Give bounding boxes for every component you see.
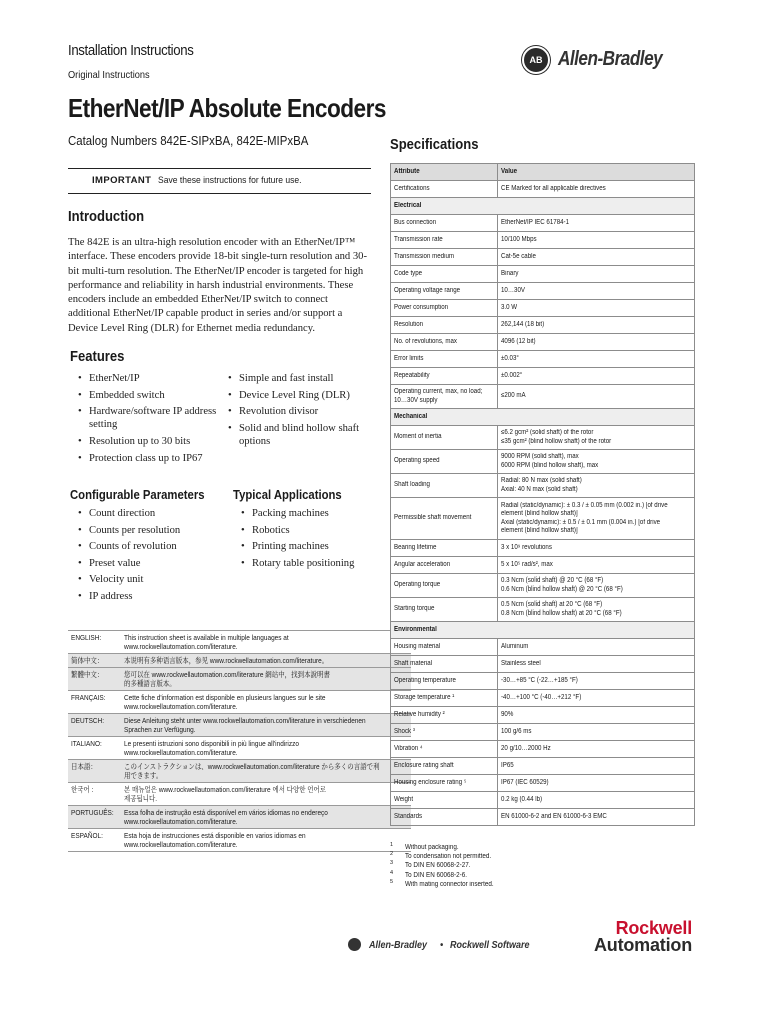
attribute-cell: Resolution — [391, 317, 498, 334]
catalog-numbers: Catalog Numbers 842E-SIPxBA, 842E-MIPxBA — [68, 133, 309, 148]
language-text: Diese Anleitung steht unter www.rockwellautomation.com/literature in verschiedenen Sprachen zur Verfügung. — [121, 714, 411, 737]
list-item: • Simple and fast install — [228, 372, 368, 385]
footnote — [390, 871, 689, 880]
table-row — [391, 300, 695, 317]
table-row — [391, 426, 695, 450]
list-item: • Robotics — [241, 524, 371, 537]
attribute-cell: Vibration ⁴ — [391, 741, 498, 758]
attribute-cell: Housing enclosure rating ⁵ — [391, 775, 498, 792]
table-row — [391, 498, 695, 540]
table-row — [68, 691, 411, 714]
attribute-cell: Transmission medium — [391, 249, 498, 266]
attribute-cell: Storage temperature ¹ — [391, 690, 498, 707]
value-cell: ±0.03° — [498, 351, 694, 368]
list-item: • Embedded switch — [78, 389, 226, 402]
list-item: • Protection class up to IP67 — [78, 452, 226, 465]
section-row — [391, 622, 695, 639]
value-cell: 262,144 (18 bit) — [498, 317, 694, 334]
table-row — [391, 266, 695, 283]
language-text: このインストラクションは、www.rockwellautomation.com/literature から多くの言語で利 用できます。 — [121, 760, 411, 783]
value-cell: Aluminum — [498, 639, 694, 656]
attribute-cell: Shock ³ — [391, 724, 498, 741]
language-name: PORTUGUÊS: — [68, 806, 121, 829]
attribute-cell: Power consumption — [391, 300, 498, 317]
rockwell-automation-logo — [556, 920, 692, 954]
value-cell: 3.0 W — [498, 300, 694, 317]
table-row — [391, 598, 695, 622]
table-row — [391, 474, 695, 498]
language-name: ENGLISH: — [68, 631, 121, 654]
value-cell: 4096 (12 bit) — [498, 334, 694, 351]
language-name: ITALIANO: — [68, 737, 121, 760]
allen-bradley-wordmark: Allen-Bradley — [558, 48, 663, 70]
table-row — [391, 368, 695, 385]
value-cell: EN 61000-6-2 and EN 61000-6-3 EMC — [498, 809, 694, 826]
features-list-left — [78, 372, 226, 468]
table-row — [391, 741, 695, 758]
attribute-cell: Weight — [391, 792, 498, 809]
attribute-cell: Operating current, max, no load; 10…30V supply — [391, 385, 498, 409]
table-row — [68, 631, 411, 654]
attribute-cell: Relative humidity ² — [391, 707, 498, 724]
table-row — [391, 656, 695, 673]
table-row — [391, 673, 695, 690]
attribute-cell: Transmission rate — [391, 232, 498, 249]
section-title: Mechanical — [391, 409, 695, 426]
attribute-cell: Certifications — [391, 181, 498, 198]
table-row — [391, 724, 695, 741]
attribute-cell: Angular acceleration — [391, 557, 498, 574]
value-cell: 100 g/6 ms — [498, 724, 694, 741]
doc-type-heading: Installation Instructions — [68, 42, 194, 59]
value-cell: ≤6.2 gcm² (solid shaft) of the rotor ≤35 gcm² (blind hollow shaft) of the rotor — [498, 426, 694, 450]
value-cell: 0.5 Ncm (solid shaft) at 20 °C (68 °F) 0.8 Ncm (blind hollow shaft) at 20 °C (68 °F) — [498, 598, 694, 622]
table-row — [391, 639, 695, 656]
language-text: Esta hoja de instrucciones está disponible en varios idiomas en www.rockwellautomation.com/literature. — [121, 829, 411, 852]
table-row — [68, 737, 411, 760]
list-item: • Revolution divisor — [228, 405, 368, 418]
footer-brand-allen-bradley: Allen-Bradley — [368, 940, 427, 951]
specifications-table — [390, 163, 695, 826]
value-cell: Radial (static/dynamic): ± 0.3 / ± 0.05 mm (0.002 in.) [of drive element (blind hollow shaft)] Axial (static/dynamic): ± 0.5 / ± 0.1 mm (0.004 in.) [of drive element (blind hollow shaft)] — [498, 498, 694, 540]
language-name: ESPAÑOL: — [68, 829, 121, 852]
list-item: • Velocity unit — [78, 573, 226, 586]
rockwell-wordmark: Rockwell — [615, 918, 692, 938]
section-title: Electrical — [391, 198, 695, 215]
table-row — [68, 806, 411, 829]
list-item: • Packing machines — [241, 507, 371, 520]
important-label: IMPORTANT — [92, 175, 152, 186]
table-row — [391, 232, 695, 249]
table-row — [68, 829, 411, 852]
value-cell: IP67 (IEC 60529) — [498, 775, 694, 792]
value-cell: 5 x 10⁵ rad/s², max — [498, 557, 694, 574]
attribute-cell: Operating voltage range — [391, 283, 498, 300]
attribute-cell: Repeatability — [391, 368, 498, 385]
configurable-list — [78, 507, 226, 607]
table-row — [68, 654, 411, 668]
section-row — [391, 198, 695, 215]
table-row — [68, 783, 411, 806]
table-row — [391, 351, 695, 368]
language-name: FRANÇAIS: — [68, 691, 121, 714]
footer-brand-separator: • — [440, 940, 444, 951]
value-cell: ≤200 mA — [498, 385, 694, 409]
language-text: Essa folha de instrução está disponível em vários idiomas no endereço www.rockwellautomation.com/literature. — [121, 806, 411, 829]
attribute-cell: Enclosure rating shaft — [391, 758, 498, 775]
value-cell: IP65 — [498, 758, 694, 775]
table-row — [68, 760, 411, 783]
footnote — [390, 880, 689, 889]
column-header-attribute: Attribute — [391, 164, 498, 181]
footer-brand-rockwell-software: Rockwell Software — [450, 940, 530, 951]
table-row — [391, 450, 695, 474]
language-text: 本说明有多种语言版本，参见 www.rockwellautomation.com/literature。 — [121, 654, 411, 668]
attribute-cell: Moment of inertia — [391, 426, 498, 450]
list-item: • Preset value — [78, 557, 226, 570]
table-row — [391, 809, 695, 826]
value-cell: -40…+100 °C (-40…+212 °F) — [498, 690, 694, 707]
list-item: • Hardware/software IP address setting — [78, 405, 226, 431]
table-row — [391, 283, 695, 300]
language-name: 简体中文： — [68, 654, 121, 668]
footnote-text: Without packaging. — [405, 844, 459, 851]
column-header-value: Value — [498, 164, 694, 181]
attribute-cell: No. of revolutions, max — [391, 334, 498, 351]
footnote-number: 4 — [390, 869, 394, 876]
table-row — [391, 181, 695, 198]
value-cell: CE Marked for all applicable directives — [498, 181, 694, 198]
footnote-number: 3 — [390, 860, 394, 867]
table-row — [391, 334, 695, 351]
table-row — [391, 215, 695, 232]
footnote — [390, 852, 689, 861]
language-name: 繁體中文： — [68, 668, 121, 691]
attribute-cell: Operating torque — [391, 574, 498, 598]
doc-subtype-label: Original Instructions — [68, 69, 150, 81]
section-row — [391, 409, 695, 426]
footnote-number: 2 — [390, 851, 394, 858]
list-item: • Count direction — [78, 507, 226, 520]
automation-wordmark: Automation — [594, 935, 692, 955]
features-heading: Features — [70, 348, 125, 365]
value-cell: -30…+85 °C (-22…+185 °F) — [498, 673, 694, 690]
language-availability-table — [68, 630, 411, 852]
list-item: • Rotary table positioning — [241, 557, 371, 570]
table-row — [391, 792, 695, 809]
introduction-text: The 842E is an ultra-high resolution encoder with an EtherNet/IP™ interface. These encoders provide 18-bit single-turn resolution and 30-bit multi-turn resolution. The EtherNet/IP encoder is targeted for high performance and reliability in harsh industrial environments. These encoders include an embedded EtherNet/IP switch to connect additional EtherNet/IP capable product in series and/or support a Device Level Ring (DLR) for Ethernet media redundancy. — [68, 237, 367, 334]
ab-seal-icon: AB — [522, 46, 550, 74]
footnote-text: To DIN EN 60068-2-27. — [405, 862, 471, 870]
section-title: Environmental — [391, 622, 695, 639]
list-item: • EtherNet/IP — [78, 372, 226, 385]
footer-brand-line — [348, 938, 539, 954]
value-cell: Radial: 80 N max (solid shaft) Axial: 40 N max (solid shaft) — [498, 474, 694, 498]
footnote — [390, 843, 689, 852]
value-cell: 3 x 10⁹ revolutions — [498, 540, 694, 557]
value-cell: 10/100 Mbps — [498, 232, 694, 249]
attribute-cell: Code type — [391, 266, 498, 283]
list-item: • Device Level Ring (DLR) — [228, 389, 368, 402]
features-list-right — [228, 372, 368, 452]
value-cell: 10…30V — [498, 283, 694, 300]
value-cell: EtherNet/IP IEC 61784-1 — [498, 215, 694, 232]
value-cell: 0.2 kg (0.44 lb) — [498, 792, 694, 809]
attribute-cell: Standards — [391, 809, 498, 826]
footnote-number: 5 — [390, 878, 394, 885]
attribute-cell: Error limits — [391, 351, 498, 368]
specification-footnotes — [390, 843, 689, 889]
footnote-text: To condensation not permitted. — [405, 853, 492, 861]
table-row — [391, 557, 695, 574]
table-row — [391, 540, 695, 557]
ab-seal-icon — [348, 938, 361, 951]
table-row — [68, 668, 411, 691]
allen-bradley-logo — [522, 46, 692, 76]
table-row — [391, 385, 695, 409]
language-text: Cette fiche d'information est disponible en plusieurs langues sur le site www.rockwellautomation.com/literature. — [121, 691, 411, 714]
list-item: • Solid and blind hollow shaft options — [228, 422, 368, 448]
footnote-number: 1 — [390, 842, 394, 848]
typical-applications-heading: Typical Applications — [233, 487, 342, 502]
footnote-text: To DIN EN 60068-2-6. — [405, 871, 467, 879]
value-cell: 20 g/10…2000 Hz — [498, 741, 694, 758]
table-row — [391, 690, 695, 707]
footnote — [390, 861, 689, 870]
table-header-row — [391, 164, 695, 181]
list-item: • IP address — [78, 590, 226, 603]
value-cell: Binary — [498, 266, 694, 283]
table-row — [391, 249, 695, 266]
language-text: 본 매뉴얼은 www.rockwellautomation.com/literature 에서 다양한 언어로 제공됩니다. — [121, 783, 411, 806]
language-text: Le presenti istruzioni sono disponibili in più lingue all'indirizzo www.rockwellautomation.com/literature. — [121, 737, 411, 760]
table-row — [391, 775, 695, 792]
value-cell: 90% — [498, 707, 694, 724]
list-item: • Printing machines — [241, 540, 371, 553]
table-row — [391, 574, 695, 598]
attribute-cell: Permissible shaft movement — [391, 498, 498, 540]
language-name: DEUTSCH: — [68, 714, 121, 737]
value-cell: ±0.002° — [498, 368, 694, 385]
list-item: • Counts of revolution — [78, 540, 226, 553]
specifications-heading: Specifications — [390, 136, 479, 153]
table-row — [391, 317, 695, 334]
value-cell: 9000 RPM (solid shaft), max 6000 RPM (blind hollow shaft), max — [498, 450, 694, 474]
list-item: • Resolution up to 30 bits — [78, 435, 226, 448]
table-row — [391, 707, 695, 724]
important-notice — [68, 168, 371, 194]
attribute-cell: Shaft loading — [391, 474, 498, 498]
language-text: 您可以在 www.rockwellautomation.com/literature 網站中，找到本說明書 的多種語言版本。 — [121, 668, 411, 691]
list-item: • Counts per resolution — [78, 524, 226, 537]
attribute-cell: Bearing lifetime — [391, 540, 498, 557]
attribute-cell: Starting torque — [391, 598, 498, 622]
value-cell: Cat-5e cable — [498, 249, 694, 266]
value-cell: 0.3 Ncm (solid shaft) @ 20 °C (68 °F) 0.6 Ncm (blind hollow shaft) @ 20 °C (68 °F) — [498, 574, 694, 598]
attribute-cell: Shaft material — [391, 656, 498, 673]
attribute-cell: Operating temperature — [391, 673, 498, 690]
table-row — [68, 714, 411, 737]
footnote-text: With mating connector inserted. — [405, 880, 494, 888]
page-title: EtherNet/IP Absolute Encoders — [68, 93, 386, 123]
typical-applications-list — [241, 507, 371, 573]
language-name: 日本語： — [68, 760, 121, 783]
attribute-cell: Operating speed — [391, 450, 498, 474]
language-text: This instruction sheet is available in multiple languages at www.rockwellautomation.com/literature. — [121, 631, 411, 654]
attribute-cell: Bus connection — [391, 215, 498, 232]
value-cell: Stainless steel — [498, 656, 694, 673]
introduction-heading: Introduction — [68, 208, 145, 225]
table-row — [391, 758, 695, 775]
important-text: Save these instructions for future use. — [158, 175, 302, 186]
language-name: 한국어 : — [68, 783, 121, 806]
configurable-heading: Configurable Parameters — [70, 487, 205, 502]
attribute-cell: Housing material — [391, 639, 498, 656]
